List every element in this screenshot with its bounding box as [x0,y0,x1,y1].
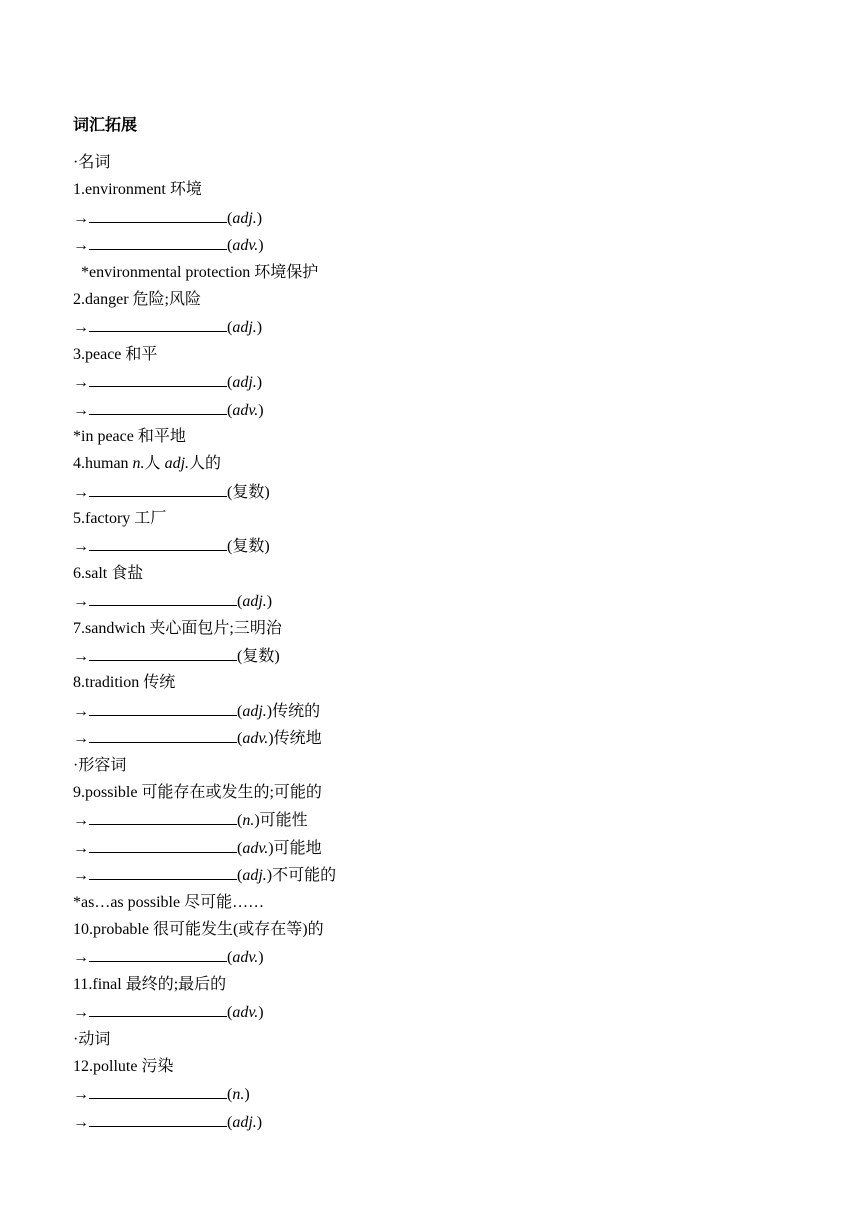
fill-in-line [73,645,793,672]
paren-open: ( [237,593,243,611]
arrow-icon: → [73,867,89,885]
vocab-text-line: 5.factory 工厂 [73,510,167,528]
paren-open: ( [227,1113,233,1131]
meaning-label: 传统的 [272,702,321,720]
paren-close: ) [258,237,264,255]
meaning-label: 不可能的 [272,867,337,885]
answer-blank[interactable] [89,1111,227,1127]
part-of-speech: adj. [242,867,267,885]
paren-close: ) [268,730,274,748]
paren-close: ) [258,401,264,419]
paren-close: ) [266,867,273,885]
part-of-speech: adj. [164,455,190,473]
fill-in-line [73,864,793,891]
answer-blank[interactable] [89,645,237,661]
part-of-speech: n. [232,1086,245,1104]
part-of-speech: adv. [242,730,269,748]
answer-blank[interactable] [89,809,237,825]
paren-close: ) [266,702,273,720]
fill-in-line [73,1001,793,1028]
section-title: 词汇拓展 [73,115,138,134]
fill-in-line [73,590,793,617]
arrow-icon: → [73,1004,89,1022]
fill-in-line [73,727,793,754]
part-of-speech: adv. [242,839,269,857]
fill-in-line [73,1111,793,1138]
vocab-text-line: ·形容词 [73,756,127,774]
part-of-speech: adj. [232,1113,257,1131]
part-of-speech: n. [132,455,145,473]
part-of-speech: adv. [232,401,259,419]
arrow-icon: → [73,319,89,337]
part-of-speech: n. [242,812,255,830]
fill-in-line [73,371,793,398]
fill-in-line [73,809,793,836]
meaning-label: 可能地 [273,839,322,857]
answer-blank[interactable] [89,481,227,497]
answer-blank[interactable] [89,316,227,332]
part-of-speech: adv. [232,237,259,255]
arrow-icon: → [73,949,89,967]
paren-open: ( [237,839,243,857]
paren-open: ( [227,209,233,227]
answer-blank[interactable] [89,371,227,387]
vocab-text-line: 2.danger 危险;风险 [73,290,201,308]
paren-open: ( [237,812,243,830]
vocab-text-line: 7.sandwich 夹心面包片;三明治 [73,619,282,637]
vocab-entry-line [73,453,793,480]
answer-blank[interactable] [89,727,237,743]
arrow-icon: → [73,483,89,501]
paren-open: ( [227,319,233,337]
arrow-icon: → [73,812,89,830]
paren-close: ) [258,949,264,967]
arrow-icon: → [73,702,89,720]
fill-in-line [73,837,793,864]
arrow-icon: → [73,648,89,666]
fill-in-line [73,207,793,234]
fill-in-line [73,946,793,973]
hint-label: (复数) [227,538,270,556]
paren-open: ( [237,730,243,748]
paren-close: ) [256,1113,263,1131]
vocab-text-line: 8.tradition 传统 [73,674,176,692]
answer-blank[interactable] [89,1083,227,1099]
part-of-speech: adj. [242,702,267,720]
meaning-label: 传统地 [273,730,322,748]
arrow-icon: → [73,209,89,227]
vocab-text-line: 9.possible 可能存在或发生的;可能的 [73,783,322,801]
vocab-text-line: ·动词 [73,1030,111,1048]
fill-in-line [73,535,793,562]
paren-open: ( [227,1086,233,1104]
answer-blank[interactable] [89,207,227,223]
paren-close: ) [244,1086,250,1104]
vocab-text-line: 3.peace 和平 [73,345,158,363]
vocab-text-line: 1.environment 环境 [73,181,202,199]
answer-blank[interactable] [89,590,237,606]
answer-blank[interactable] [89,1001,227,1017]
vocab-text-line: 10.probable 很可能发生(或存在等)的 [73,920,324,938]
arrow-icon: → [73,374,89,392]
paren-open: ( [237,867,243,885]
fill-in-line [73,1083,793,1110]
arrow-icon: → [73,593,89,611]
part-of-speech: adv. [232,1004,259,1022]
answer-blank[interactable] [89,864,237,880]
arrow-icon: → [73,1086,89,1104]
paren-open: ( [227,374,233,392]
hint-label: (复数) [237,648,280,666]
part-of-speech: adj. [242,593,267,611]
arrow-icon: → [73,237,89,255]
entry-meaning: 人 [144,455,165,473]
part-of-speech: adj. [232,209,257,227]
answer-blank[interactable] [89,234,227,250]
fill-in-line [73,399,793,426]
paren-close: ) [266,593,273,611]
paren-open: ( [237,702,243,720]
paren-close: ) [256,374,263,392]
vocabulary-list [73,152,793,1138]
answer-blank[interactable] [89,535,227,551]
vocab-text-line: 12.pollute 污染 [73,1057,174,1075]
arrow-icon: → [73,730,89,748]
paren-open: ( [227,949,233,967]
part-of-speech: adv. [232,949,259,967]
arrow-icon: → [73,401,89,419]
vocab-text-line: *as…as possible 尽可能…… [73,893,265,911]
fill-in-line [73,316,793,343]
answer-blank[interactable] [89,837,237,853]
answer-blank[interactable] [89,700,237,716]
paren-open: ( [227,237,233,255]
part-of-speech: adj. [232,374,257,392]
vocab-text-line: *environmental protection 环境保护 [81,263,319,281]
answer-blank[interactable] [89,399,227,415]
vocab-text-line: 6.salt 食盐 [73,564,144,582]
hint-label: (复数) [227,483,270,501]
paren-close: ) [256,209,263,227]
part-of-speech: adj. [232,319,257,337]
paren-open: ( [227,401,233,419]
vocab-text-line: ·名词 [73,154,111,171]
paren-close: ) [256,319,263,337]
fill-in-line [73,481,793,508]
fill-in-line [73,234,793,261]
arrow-icon: → [73,538,89,556]
fill-in-line [73,700,793,727]
entry-meaning: 人的 [189,455,222,473]
arrow-icon: → [73,1113,89,1131]
paren-close: ) [268,839,274,857]
meaning-label: 可能性 [259,812,308,830]
paren-close: ) [254,812,260,830]
paren-close: ) [258,1004,264,1022]
vocab-text-line: 11.final 最终的;最后的 [73,975,227,993]
vocab-text-line: *in peace 和平地 [73,427,186,445]
entry-head: 4.human [73,455,133,473]
paren-open: ( [227,1004,233,1022]
answer-blank[interactable] [89,946,227,962]
arrow-icon: → [73,839,89,857]
